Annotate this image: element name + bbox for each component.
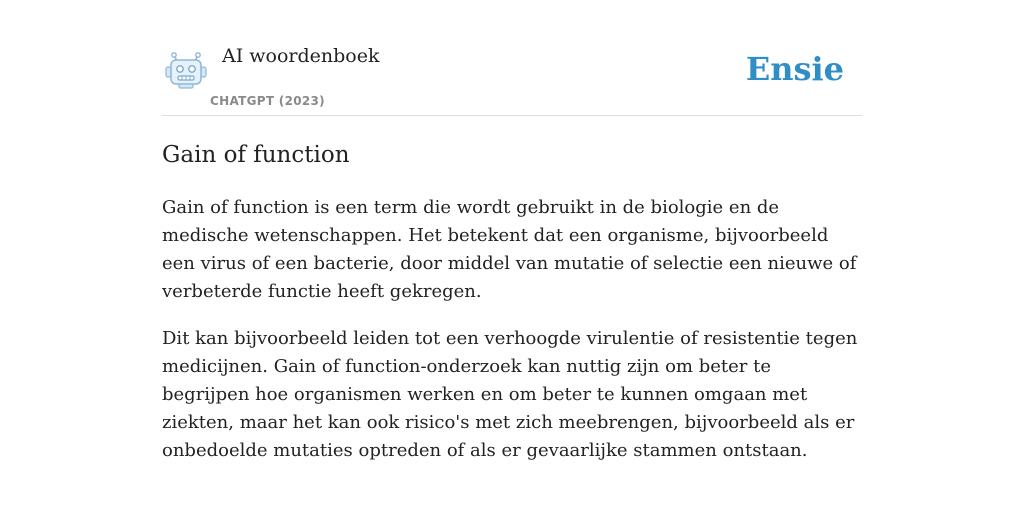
entry-paragraph: Gain of function is een term die wordt gebruikt in de biologie en de medische wetenschappen. Het betekent dat een organisme, bijvoorbeeld een virus of een bacterie, door middel van mutatie of selectie een nieuwe of verbeterde functie heeft gekregen. xyxy=(162,197,857,302)
dictionary-entry-card xyxy=(162,40,862,465)
entry-paragraph: Dit kan bijvoorbeeld leiden tot een verhoogde virulentie of resistentie tegen medicijnen. Gain of function-onderzoek kan nuttig zijn om beter te begrijpen hoe organismen werken en om beter te kunnen omgaan met ziekten, maar het kan ook risico's met zich meebrengen, bijvoorbeeld als er onbedoelde mutaties optreden of als er gevaarlijke stammen ontstaan. xyxy=(162,328,858,461)
robot-icon xyxy=(165,52,207,90)
source-title-link[interactable]: AI woordenboek xyxy=(222,45,380,67)
source-subtitle: CHATGPT (2023) xyxy=(210,94,325,108)
brand-logo-link[interactable]: Ensie xyxy=(745,50,844,88)
entry-term-title: Gain of function xyxy=(162,142,350,168)
entry-header xyxy=(162,40,862,116)
